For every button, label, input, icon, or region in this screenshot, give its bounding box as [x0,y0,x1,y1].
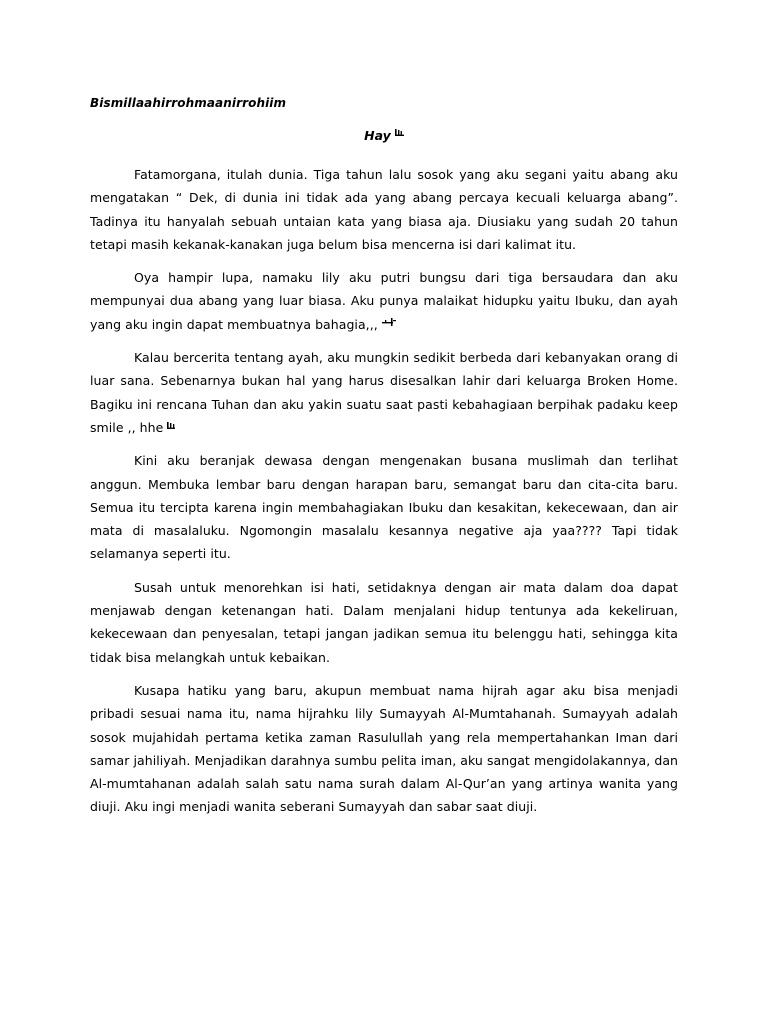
paragraph-2 [90,266,678,336]
document-title [0,128,768,143]
paragraph-6-text: Kusapa hatiku yang baru, akupun membuat nama hijrah agar aku bisa menjadi pribadi sesuai nama itu, nama hijrahku lily Sumayyah Al-Mumtahanah. Sumayyah adalah sosok mujahidah pertama ketika zaman Rasulullah yang rela mempertahankan Iman dari samar jahiliyah. Menjadikan darahnya sumbu pelita iman, aku sangat mengidolakannya, dan Al-mumtahanan adalah salah satu nama surah dalam Al-Qur’an yang artinya wanita yang diuji. Aku ingi menjadi wanita seberani Sumayyah dan sabar saat diuji. [90,682,678,815]
paragraph-4 [90,449,678,565]
paragraph-1 [90,163,678,256]
smiley-icon [395,129,404,136]
paragraph-4-text: Kini aku beranjak dewasa dengan mengenakan busana muslimah dan terlihat anggun. Membuka lembar baru dengan harapan baru, semangat baru dan cita-cita baru. Semua itu tercipta karena ingin membahagiakan Ibuku dan kesakitan, kekecewaan, dan air mata di masalaluku. Ngomongin masalalu kesannya negative aja yaa???? Tapi tidak selamanya seperti itu. [90,453,678,562]
paragraph-6 [90,679,678,819]
paragraph-5 [90,576,678,669]
paragraph-3-text: Kalau bercerita tentang ayah, aku mungkin sedikit berbeda dari kebanyakan orang di luar sana. Sebenarnya bukan hal yang harus disesalkan lahir dari keluarga Broken Home. Bagiku ini rencana Tuhan dan aku yakin suatu saat pasti kebahagiaan berpihak padaku keep smile ,, hhe [90,350,678,435]
paragraph-2-text: Oya hampir lupa, namaku lily aku putri bungsu dari tiga bersaudara dan aku mempunyai dua abang yang luar biasa. Aku punya malaikat hidupku yaitu Ibuku, dan ayah yang aku ingin dapat membuatnya bahagia,,, [90,270,678,332]
sad-face-icon [382,318,396,326]
laughing-face-icon [167,422,176,429]
paragraph-5-text: Susah untuk menorehkan isi hati, setidaknya dengan air mata dalam doa dapat menjawab dengan ketenangan hati. Dalam menjalani hidup tentunya ada kekeliruan, kekecewaan dan penyesalan, tetapi jangan jadikan semua itu belenggu hati, sehingga kita tidak bisa melangkah untuk kebaikan. [90,579,678,665]
document-body [90,163,678,829]
paragraph-3 [90,346,678,439]
document-heading: Bismillaahirrohmaanirrohiim [90,96,287,110]
paragraph-1-text: Fatamorgana, itulah dunia. Tiga tahun lalu sosok yang aku segani yaitu abang aku mengatakan “ Dek, di dunia ini tidak ada yang abang percaya kecuali keluarga abang”. Tadinya itu hanyalah sebuah untaian kata yang biasa aja. Diusiaku yang sudah 20 tahun tetapi masih kekanak-kanakan juga belum bisa mencerna isi dari kalimat itu. [90,167,678,252]
document-title-text: Hay [364,128,391,143]
